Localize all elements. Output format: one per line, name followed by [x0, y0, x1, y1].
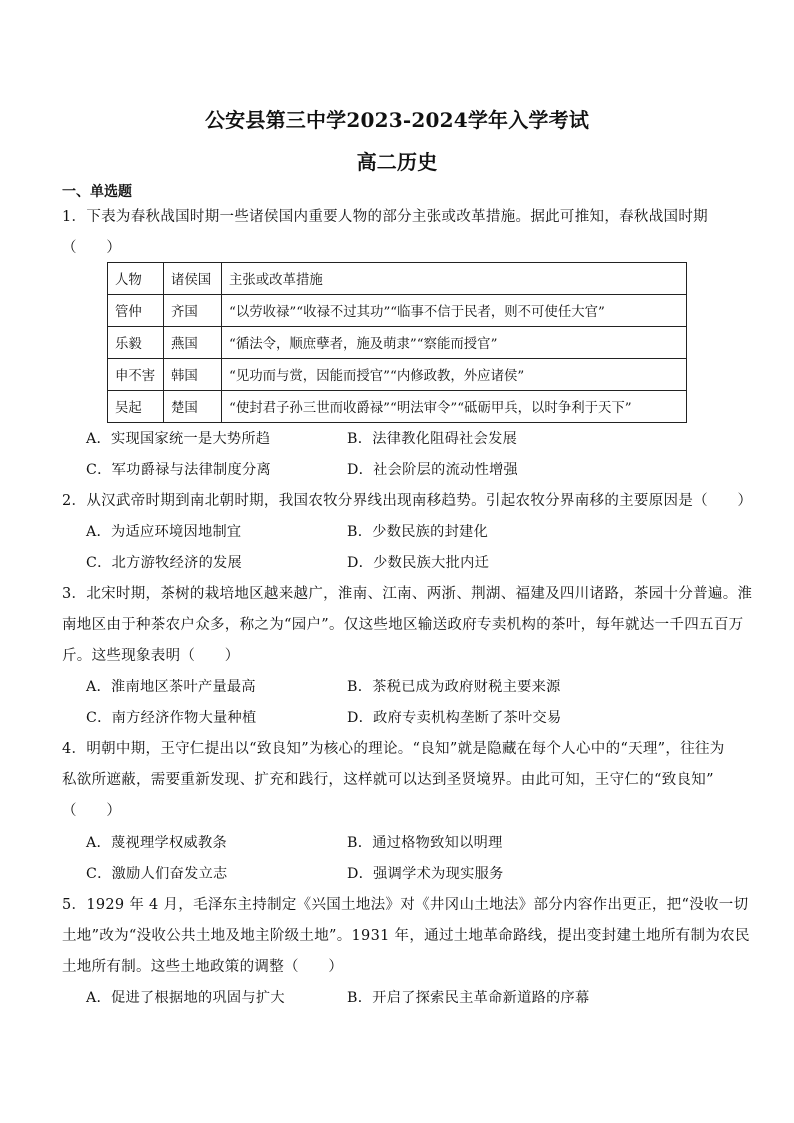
question-2-stem-line-1: 2．从汉武帝时期到南北朝时期，我国农牧分界线出现南移趋势。引起农牧分界南移的主要原因是（ ）: [62, 493, 753, 509]
exam-title: 公安县第三中学2023-2024学年入学考试: [204, 108, 590, 132]
table-cell: “循法令，顺庶孽者，施及萌隶”“察能而授官”: [222, 327, 687, 359]
question-4-stem-line-1: 4．明朝中期，王守仁提出以“致良知”为核心的理论。“良知”就是隐藏在每个人心中的“天理”，往往为: [62, 741, 725, 757]
question-5-option-a: A．促进了根据地的巩固与扩大: [86, 990, 285, 1006]
question-3-stem-line-3: 斤。这些现象表明（ ）: [62, 648, 240, 664]
question-1-stem-line-2: （ ）: [62, 240, 122, 256]
table-cell: “使封君子孙三世而收爵禄”“明法审令”“砥砺甲兵，以时争利于天下”: [222, 391, 687, 423]
table-cell: 韩国: [164, 359, 222, 391]
question-3-stem-line-2: 南地区由于种茶农户众多，称之为“园户”。仅这些地区输送政府专卖机构的茶叶，每年就达一千四五百万: [62, 617, 744, 633]
question-1-option-d: D．社会阶层的流动性增强: [347, 462, 519, 478]
question-1-option-b: B．法律教化阻碍社会发展: [347, 431, 518, 447]
exam-subject: 高二历史: [356, 150, 438, 174]
table-header-cell: 诸侯国: [164, 263, 222, 295]
table-header-row: [108, 263, 687, 295]
table-row: [108, 327, 687, 359]
table-cell: 齐国: [164, 295, 222, 327]
table-cell: “见功而与赏，因能而授官”“内修政教，外应诸侯”: [222, 359, 687, 391]
question-2-option-b: B．少数民族的封建化: [347, 524, 489, 540]
table-cell: 申不害: [108, 359, 164, 391]
question-5-stem-line-2: 土地”改为“没收公共土地及地主阶级土地”。1931 年，通过土地革命路线，提出变封建土地所有制为农民: [62, 928, 750, 944]
question-5-option-b: B．开启了探索民主革命新道路的序幕: [347, 990, 590, 1006]
question-4-option-d: D．强调学术为现实服务: [347, 866, 504, 882]
table-cell: 楚国: [164, 391, 222, 423]
question-2-option-a: A．为适应环境因地制宜: [86, 524, 242, 540]
question-3-option-c: C．南方经济作物大量种植: [86, 710, 257, 726]
question-3-option-a: A．淮南地区茶叶产量最高: [86, 679, 256, 695]
question-1-stem-line-1: 1．下表为春秋战国时期一些诸侯国内重要人物的部分主张或改革措施。据此可推知，春秋战国时期: [62, 209, 708, 225]
question-1-option-c: C．军功爵禄与法律制度分离: [86, 462, 272, 478]
table-cell: 燕国: [164, 327, 222, 359]
question-3-stem-line-1: 3．北宋时期，茶树的栽培地区越来越广，淮南、江南、两浙、荆湖、福建及四川诸路，茶园十分普遍。淮: [62, 586, 753, 602]
table-cell: 管仲: [108, 295, 164, 327]
table-header-cell: 主张或改革措施: [222, 263, 687, 295]
table-row: [108, 391, 687, 423]
question-2-option-c: C．北方游牧经济的发展: [86, 555, 243, 571]
table-row: [108, 295, 687, 327]
question-2-option-d: D．少数民族大批内迁: [347, 555, 490, 571]
table-cell: 乐毅: [108, 327, 164, 359]
question-4-option-c: C．激励人们奋发立志: [86, 866, 228, 882]
table-header-cell: 人物: [108, 263, 164, 295]
question-5-stem-line-3: 土地所有制。这些土地政策的调整（ ）: [62, 959, 344, 975]
table-cell: “以劳收禄”“收禄不过其功”“临事不信于民者，则不可使任大官”: [222, 295, 687, 327]
question-4-option-a: A．蔑视理学权威教条: [86, 835, 227, 851]
question-3-option-b: B．茶税已成为政府财税主要来源: [347, 679, 561, 695]
question-5-stem-line-1: 5．1929 年 4 月，毛泽东主持制定《兴国土地法》对《井冈山土地法》部分内容作出更正，把“没收一切: [62, 897, 749, 913]
question-1-table: [107, 262, 687, 423]
table-cell: 吴起: [108, 391, 164, 423]
question-1-option-a: A．实现国家统一是大势所趋: [86, 431, 271, 447]
table-row: [108, 359, 687, 391]
question-4-stem-line-2: 私欲所遮蔽，需要重新发现、扩充和践行，这样就可以达到圣贤境界。由此可知，王守仁的“致良知”: [62, 772, 714, 788]
section-heading: 一、单选题: [62, 184, 132, 200]
question-4-option-b: B．通过格物致知以明理: [347, 835, 503, 851]
question-4-stem-line-3: （ ）: [62, 803, 122, 819]
question-3-option-d: D．政府专卖机构垄断了茶叶交易: [347, 710, 562, 726]
